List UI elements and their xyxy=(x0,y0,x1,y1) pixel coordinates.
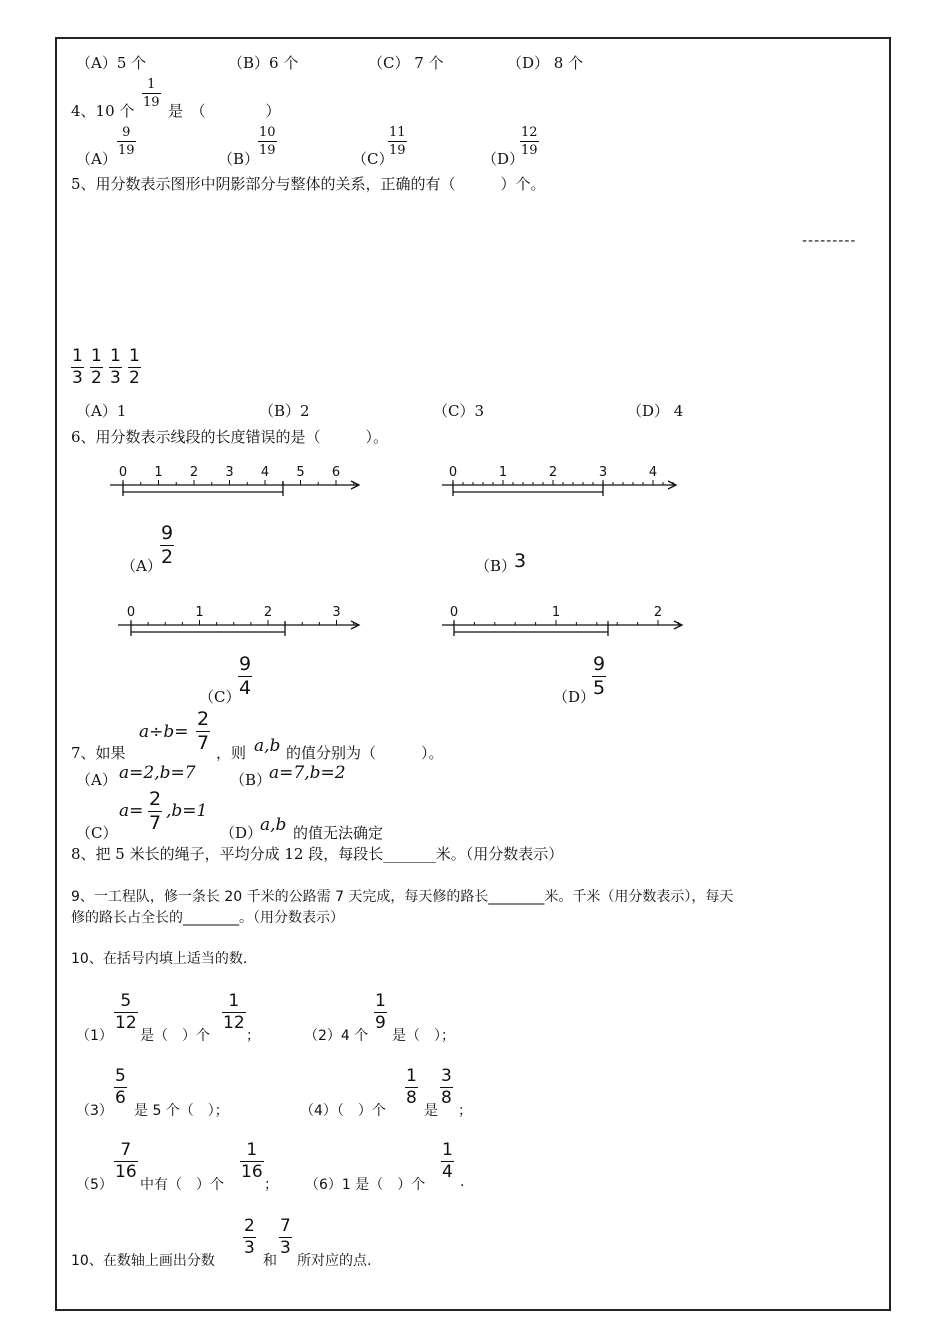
q5-fraction-3: 1 3 xyxy=(110,346,121,388)
q4-option-d-fraction: 12 19 xyxy=(521,125,538,158)
q6-option-c-label[interactable]: （C） xyxy=(199,688,241,706)
q10-p5-end: ； xyxy=(264,1177,278,1193)
q5-dashes: --------- xyxy=(802,233,857,249)
tick-label: 2 xyxy=(189,465,199,480)
q10-p2-end: 是（ ）； xyxy=(392,1028,455,1044)
q10-p3-fraction: 5 6 xyxy=(115,1066,126,1108)
q7-option-c-left: a= xyxy=(119,801,144,821)
q6-option-d-fraction: 9 5 xyxy=(593,653,606,699)
q11-prefix: 10、在数轴上画出分数 xyxy=(71,1253,215,1269)
q11-mid: 和 xyxy=(263,1253,277,1269)
q10-p5-fraction-2: 1 16 xyxy=(241,1140,263,1182)
q10-p5-fraction: 7 16 xyxy=(115,1140,137,1182)
q10-p1-end: ； xyxy=(246,1028,260,1044)
q7-suffix: 的值分别为（ ）。 xyxy=(286,744,444,762)
q10-p1-fraction: 5 12 xyxy=(115,991,137,1033)
tick-label: 3 xyxy=(598,465,608,480)
tick-label: 1 xyxy=(195,605,204,620)
q10-p5-label: （5） xyxy=(76,1177,113,1193)
q5-fraction-4: 1 2 xyxy=(129,346,140,388)
q5-option-d[interactable]: （D） 4 xyxy=(627,402,684,420)
q6-numberline-c xyxy=(113,600,368,645)
q5-option-c[interactable]: （C）3 xyxy=(433,402,485,420)
tick-label: 1 xyxy=(551,605,561,620)
q4-suffix: 是 （ ） xyxy=(168,102,281,120)
q3-option-b[interactable]: （B）6 个 xyxy=(228,54,299,72)
q7-option-b-value: a=7,b=2 xyxy=(269,763,346,783)
q7-option-c-right: ,b=1 xyxy=(166,801,208,821)
q4-option-a-label[interactable]: （A） xyxy=(76,150,117,168)
q7-option-c-fraction: 2 7 xyxy=(149,788,162,834)
q6-option-a-label[interactable]: （A） xyxy=(121,557,162,575)
q6-numberline-b xyxy=(437,460,687,505)
q11-fraction-1: 2 3 xyxy=(244,1216,255,1258)
q8-question: 8、把 5 米长的绳子，平均分成 12 段，每段长_______米。（用分数表示） xyxy=(71,845,564,863)
q4-option-b-fraction: 10 19 xyxy=(259,125,276,158)
q6-option-c-fraction: 9 4 xyxy=(239,653,252,699)
q6-option-b-label[interactable]: （B） xyxy=(475,557,517,575)
tick-label: 4 xyxy=(260,465,270,480)
tick-label: 0 xyxy=(449,605,459,620)
q6-option-d-label[interactable]: （D） xyxy=(553,688,596,706)
q10-title: 10、在括号内填上适当的数. xyxy=(71,951,248,967)
tick-label: 1 xyxy=(498,465,508,480)
tick-label: 2 xyxy=(548,465,558,480)
q10-p2-label: （2）4 个 xyxy=(304,1028,369,1044)
tick-label: 0 xyxy=(126,605,136,620)
tick-label: 3 xyxy=(332,605,341,620)
q10-p1-label: （1） xyxy=(76,1028,113,1044)
q7-option-c-label[interactable]: （C） xyxy=(76,824,118,842)
q4-option-c-label[interactable]: （C） xyxy=(352,150,394,168)
q6-numberline-d xyxy=(437,600,692,645)
q10-p6-fraction: 1 4 xyxy=(442,1140,453,1182)
q7-option-d-label[interactable]: （D） xyxy=(220,824,263,842)
q10-p1-mid: 是（ ）个 xyxy=(140,1028,210,1044)
tick-label: 0 xyxy=(118,465,128,480)
q5-option-a[interactable]: （A）1 xyxy=(76,402,127,420)
q7-option-b-label[interactable]: （B） xyxy=(230,771,272,789)
tick-label: 4 xyxy=(648,465,658,480)
q7-equation-left: a÷b= xyxy=(139,722,189,742)
q9-line-1: 9、一工程队，修一条长 20 千米的公路需 7 天完成，每天修的路长________米。千米（用分数表示），每天 xyxy=(71,889,734,905)
q5-fraction-1: 1 3 xyxy=(72,346,83,388)
q10-p4-fraction-2: 3 8 xyxy=(441,1066,452,1108)
q4-option-b-label[interactable]: （B） xyxy=(218,150,260,168)
q10-p6-end: . xyxy=(460,1174,465,1190)
q10-p4-label: （4）（ ）个 xyxy=(300,1103,386,1119)
q4-option-c-fraction: 11 19 xyxy=(389,125,406,158)
q7-equation-fraction: 2 7 xyxy=(197,708,210,754)
q10-p1-fraction-2: 1 12 xyxy=(223,991,245,1033)
q4-option-a-fraction: 9 19 xyxy=(118,125,135,158)
q11-suffix: 所对应的点. xyxy=(297,1253,372,1269)
tick-label: 5 xyxy=(296,465,305,480)
q6-option-a-fraction: 9 2 xyxy=(161,522,174,568)
q3-option-c[interactable]: （C） 7 个 xyxy=(368,54,444,72)
q7-option-a-value: a=2,b=7 xyxy=(119,763,196,783)
q5-fraction-2: 1 2 xyxy=(91,346,102,388)
q7-ab: a,b xyxy=(254,736,281,756)
q5-option-b[interactable]: （B）2 xyxy=(259,402,310,420)
q10-p3-end: 是 5 个（ ）； xyxy=(134,1103,229,1119)
q10-p3-label: （3） xyxy=(76,1103,113,1119)
q4-option-d-label[interactable]: （D） xyxy=(482,150,525,168)
q7-option-d-ab: a,b xyxy=(260,815,287,835)
tick-label: 3 xyxy=(225,465,234,480)
q10-p2-fraction: 1 9 xyxy=(375,991,386,1033)
q7-option-d-text: 的值无法确定 xyxy=(293,824,384,842)
tick-label: 2 xyxy=(263,605,273,620)
q10-p4-fraction: 1 8 xyxy=(406,1066,417,1108)
q10-p6-label: （6）1 是（ ）个 xyxy=(305,1177,426,1193)
q11-fraction-2: 7 3 xyxy=(280,1216,291,1258)
q3-option-a[interactable]: （A）5 个 xyxy=(76,54,147,72)
q3-option-d[interactable]: （D） 8 个 xyxy=(507,54,584,72)
q10-p5-mid: 中有（ ）个 xyxy=(140,1177,224,1193)
q7-prefix: 7、如果 xyxy=(71,744,126,762)
q9-line-2: 修的路长占全长的________。（用分数表示） xyxy=(71,910,344,926)
q4-fraction: 1 19 xyxy=(143,77,160,110)
q6-option-b-value: 3 xyxy=(514,550,527,572)
q4-prefix: 4、10 个 xyxy=(71,102,135,120)
tick-label: 6 xyxy=(331,465,341,480)
tick-label: 2 xyxy=(653,605,663,620)
q6-question: 6、用分数表示线段的长度错误的是（ ）。 xyxy=(71,428,389,446)
q5-question: 5、用分数表示图形中阴影部分与整体的关系，正确的有（ ）个。 xyxy=(71,175,546,193)
q7-middle: ，则 xyxy=(216,744,247,762)
tick-label: 0 xyxy=(448,465,458,480)
q7-option-a-label[interactable]: （A） xyxy=(76,771,117,789)
tick-label: 1 xyxy=(154,465,163,480)
q10-p4-end: ； xyxy=(458,1103,472,1119)
q10-p4-mid: 是 xyxy=(424,1103,438,1119)
q6-numberline-a xyxy=(105,460,370,505)
